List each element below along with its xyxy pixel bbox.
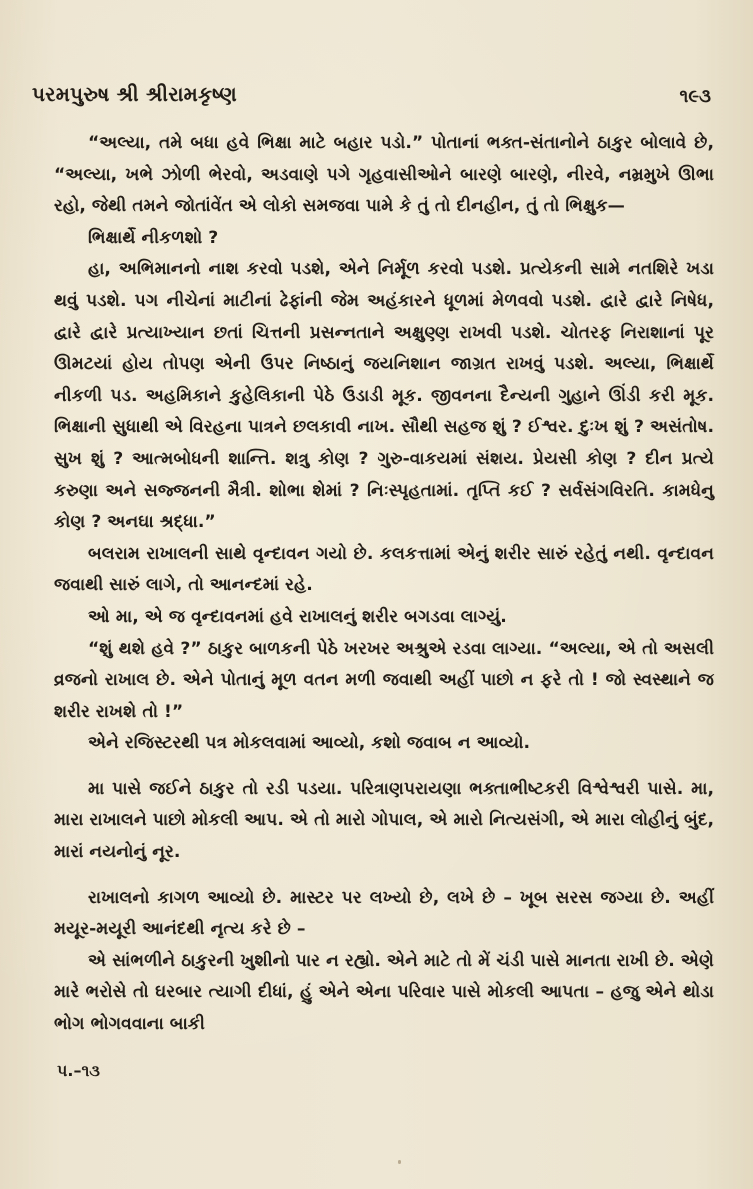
page-number: ૧૯૩ [679,86,711,107]
paragraph-4: બલરામ રાખાલની સાથે વૃન્દાવન ગયો છે. કલકત્તામાં એનું શરીર સારું રહેતું નથી. વૃન્દાવન જવાથી સારું લાગે, તો આનન્દમાં રહે. [54,543,714,596]
paragraph-9: રાખાલનો કાગળ આવ્યો છે. માસ્ટર પર લખ્યો છે, લખે છે – ખૂબ સરસ જગ્યા છે. અહીં મયૂર-મયૂરી આનંદથી નૃત્ય કરે છે – [54,887,714,940]
page-header [32,82,711,116]
paragraph-2: ભિક્ષાર્થે નીકળશો ? [88,227,219,248]
paper-fleck [398,1160,401,1164]
paragraph-6: “શું થશે હવે ?” ઠાકુર બાળકની પેઠે ખરખર અશ્રુએ રડવા લાગ્યા. “અલ્યા, એ તો અસલી વ્રજનો રાખાલ છે. એને પોતાનું મૂળ વતન મળી જવાથી અહીં પાછો ન ફરે તો ! જો સ્વસ્થાને જ શરીર રાખશે તો !” [54,638,714,722]
paragraph-1: “અલ્યા, તમે બધા હવે ભિક્ષા માટે બહાર પડો.” પોતાનાં ભક્ત-સંતાનોને ઠાકુર બોલાવે છે, “અલ્યા, ખભે ઝોળી ભેરવો, અડવાણે પગે ગૃહવાસીઓને બારણે બારણે, નીરવે, નમ્રમુખે ઊભા રહો, જેથી તમને જોતાંવેંત એ લોકો સમજવા પામે કે તું તો દીનહીન, તું તો ભિક્ષુક— [54,133,714,217]
running-head: પરમપુરુષ શ્રી શ્રીરામકૃષ્ણ [32,82,237,106]
body-text [54,128,714,1041]
paragraph-3: હા, અભિમાનનો નાશ કરવો પડશે, એને નિર્મૂળ કરવો પડશે. પ્રત્યેકની સામે નતશિરે ખડા થવું પડશે. પગ નીચેનાં માટીનાં ઢેફાંની જેમ અહંકારને ધૂળમાં મેળવવો પડશે. દ્વારે દ્વારે નિષેધ, દ્વારે દ્વારે પ્રત્યાખ્યાન છતાં ચિત્તની પ્રસન્નતાને અક્ષુણ્ણ રાખવી પડશે. ચોતરફ નિરાશાનાં પૂર ઊમટયાં હોય તોપણ એની ઉપર નિષ્ઠાનું જયનિશાન જાગ્રત રાખવું પડશે. અલ્યા, ભિક્ષાર્થે નીકળી પડ. અહમિકાને કુહેલિકાની પેઠે ઉડાડી મૂક. જીવનના દૈન્યની ગુહાને ઊંડી કરી મૂક. ભિક્ષાની સુધાથી એ વિરહના પાત્રને છલકાવી નાખ. સૌથી સહજ શું ? ઈશ્વર. દુઃખ શું ? અસંતોષ. સુખ શું ? આત્મબોધની શાન્તિ. શત્રુ કોણ ? ગુરુ-વાકયમાં સંશય. પ્રેયસી કોણ ? દીન પ્રત્યે કરુણા અને સજ્જનની મૈત્રી. શોભા શેમાં ? નિઃસ્પૃહતામાં. તૃપ્તિ કઈ ? સર્વસંગવિરતિ. કામધેનુ કોણ ? અનઘા શ્રદ્ધા.” [54,259,714,533]
paragraph-7: એને રજિસ્ટરથી પત્ર મોકલવામાં આવ્યો, કશો જવાબ ન આવ્યો. [88,733,531,754]
paragraph-10: એ સાંભળીને ઠાકુરની ખુશીનો પાર ન રહ્યો. એને માટે તો મેં ચંડી પાસે માનતા રાખી છે. એણે મારે ભરોસે તો ઘરબાર ત્યાગી દીધાં, હું એને એના પરિવાર પાસે મોકલી આપતા – હજુ એને થોડા ભોગ ભોગવવાના બાકી [54,950,714,1035]
signature-mark: પ.–૧૩ [57,1061,100,1080]
paragraph-5: ઓ મા, એ જ વૃન્દાવનમાં હવે રાખાલનું શરીર બગડવા લાગ્યું. [88,606,507,627]
paragraph-8: મા પાસે જઈને ઠાકુર તો રડી પડયા. પરિત્રાણપરાયણા ભક્તાભીષ્ટકરી વિશ્વેશ્વરી પાસે. મા, મારા રાખાલને પાછો મોકલી આપ. એ તો મારો ગોપાલ, એ મારો નિત્યસંગી, એ મારા લોહીનું બુંદ, મારાં નયનોનું નૂર. [54,778,714,863]
